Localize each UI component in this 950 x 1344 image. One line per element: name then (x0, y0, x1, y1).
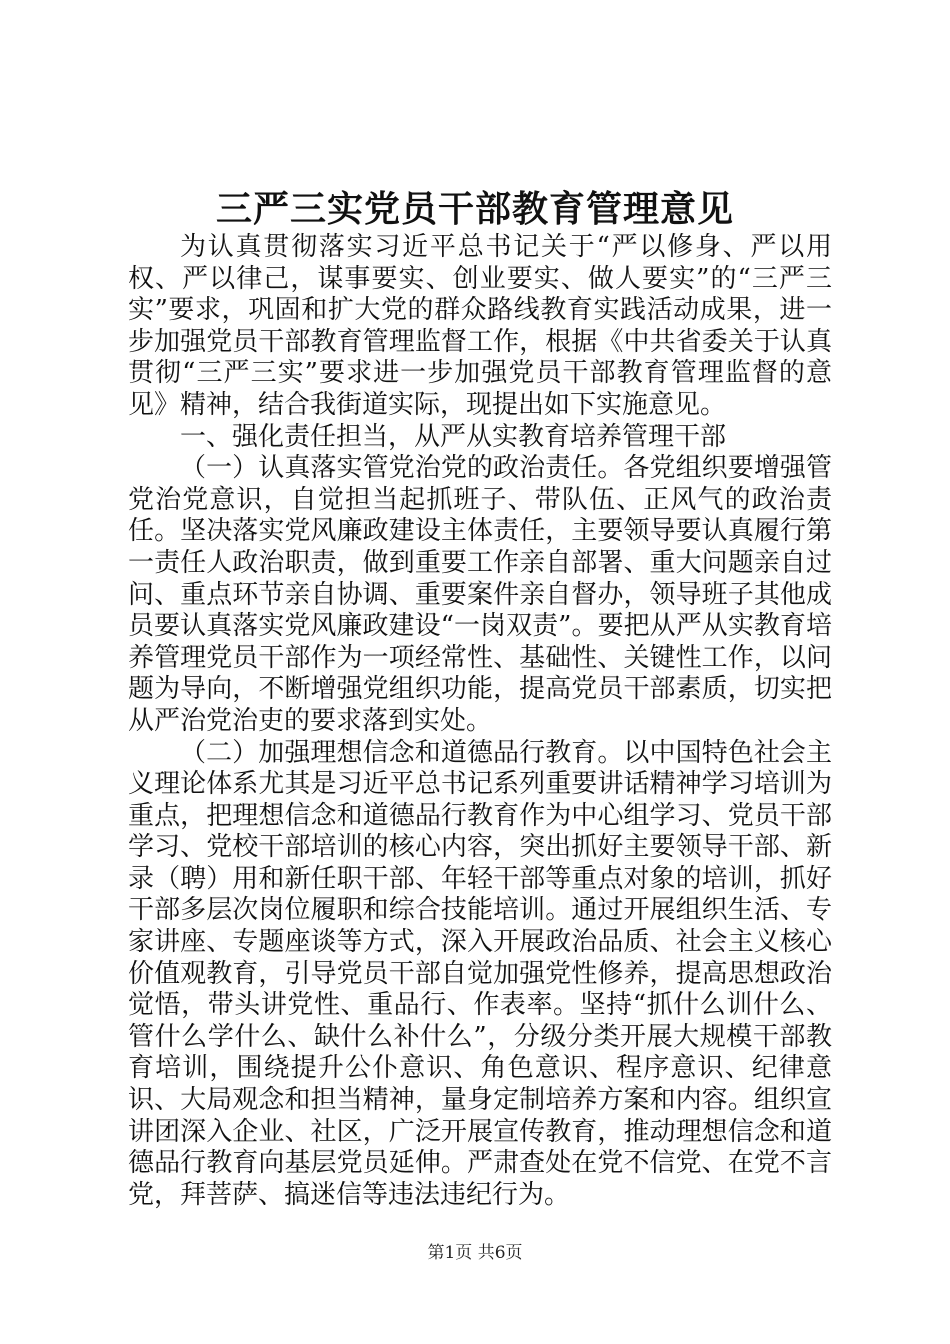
subsection-paragraph-2: （二）加强理想信念和道德品行教育。以中国特色社会主义理论体系尤其是习近平总书记系列重要讲话精神学习培训为重点，把理想信念和道德品行教育作为中心组学习、党员干部学习、党校干部培训的核心内容，突出抓好主要领导干部、新录（聘）用和新任职干部、年轻干部等重点对象的培训，抓好干部多层次岗位履职和综合技能培训。通过开展组织生活、专家讲座、专题座谈等方式，深入开展政治品质、社会主义核心价值观教育，引导党员干部自觉加强党性修养，提高思想政治觉悟，带头讲党性、重品行、作表率。坚持“抓什么训什么、管什么学什么、缺什么补什么”，分级分类开展大规模干部教育培训，围绕提升公仆意识、角色意识、程序意识、纪律意识、大局观念和担当精神，量身定制培养方案和内容。组织宣讲团深入企业、社区，广泛开展宣传教育，推动理想信念和道德品行教育向基层党员延伸。严肃查处在党不信党、在党不言党，拜菩萨、搞迷信等违法违纪行为。 (128, 737, 832, 1210)
section-heading: 一、强化责任担当，从严从实教育培养管理干部 (180, 421, 727, 452)
page-number-footer: 第1页 共6页 (427, 1243, 523, 1263)
document-body (128, 232, 832, 1211)
intro-paragraph: 为认真贯彻落实习近平总书记关于“严以修身、严以用权、严以律己，谋事要实、创业要实、做人要实”的“三严三实”要求，巩固和扩大党的群众路线教育实践活动成果，进一步加强党员干部教育管理监督工作，根据《中共省委关于认真贯彻“三严三实”要求进一步加强党员干部教育管理监督的意见》精神，结合我街道实际，现提出如下实施意见。 (128, 232, 832, 420)
subsection-paragraph-1: （一）认真落实管党治党的政治责任。各党组织要增强管党治党意识，自觉担当起抓班子、带队伍、正风气的政治责任。坚决落实党风廉政建设主体责任，主要领导要认真履行第一责任人政治职责，做到重要工作亲自部署、重大问题亲自过问、重点环节亲自协调、重要案件亲自督办，领导班子其他成员要认真落实党风廉政建设“一岗双责”。要把从严从实教育培养管理党员干部作为一项经常性、基础性、关键性工作，以问题为导向，不断增强党组织功能，提高党员干部素质，切实把从严治党治吏的要求落到实处。 (128, 453, 832, 736)
document-title: 三严三实党员干部教育管理意见 (215, 188, 734, 230)
